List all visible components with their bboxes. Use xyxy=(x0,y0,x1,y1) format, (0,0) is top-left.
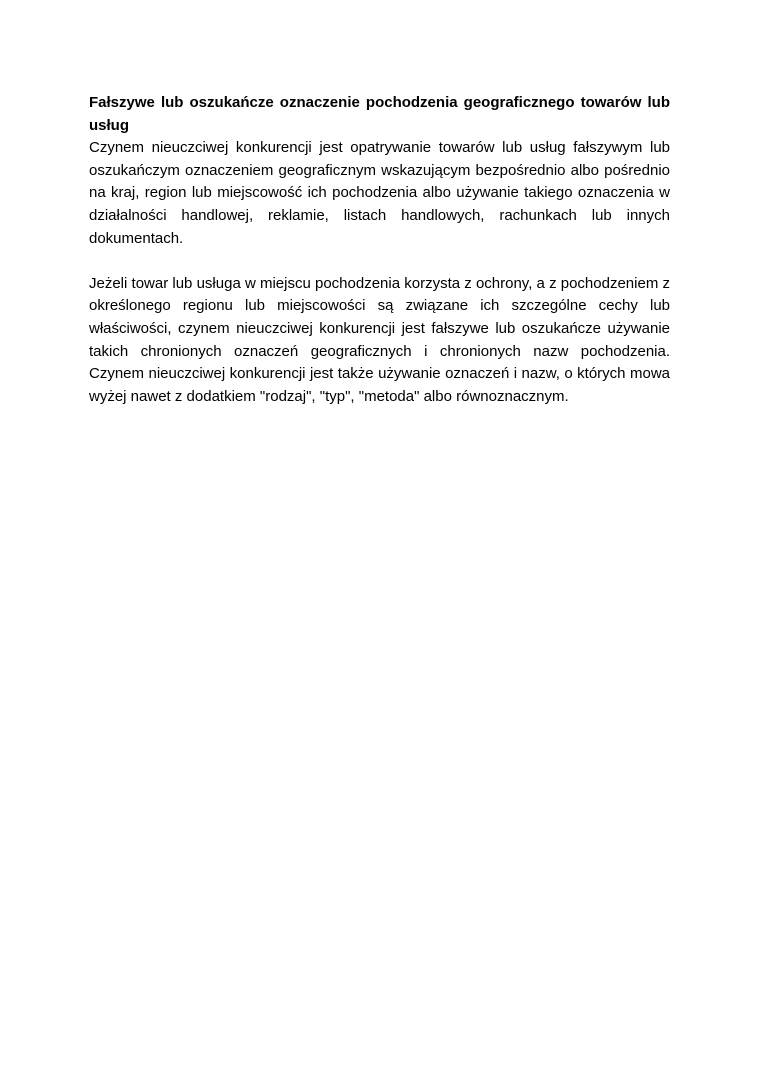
section-heading: Fałszywe lub oszukańcze oznaczenie pochodzenia geograficznego towarów lub usług xyxy=(89,94,670,134)
paragraph-2: Jeżeli towar lub usługa w miejscu pochodzenia korzysta z ochrony, a z pochodzeniem z określonego regionu lub miejscowości są związane ich szczególne cechy lub właściwości, czynem nieuczciwej konkurencji jest fałszywe lub oszukańcze używanie takich chronionych oznaczeń geograficznych i chronionych nazw pochodzenia. Czynem nieuczciwej konkurencji jest także używanie oznaczeń i nazw, o których mowa wyżej nawet z dodatkiem "rodzaj", "typ", "metoda" albo równoznacznym. xyxy=(89,274,670,405)
paragraph-1: Czynem nieuczciwej konkurencji jest opatrywanie towarów lub usług fałszywym lub oszukańczym oznaczeniem geograficznym wskazującym bezpośrednio albo pośrednio na kraj, region lub miejscowość ich pochodzenia albo używanie takiego oznaczenia w działalności handlowej, reklamie, listach handlowych, rachunkach lub innych dokumentach. xyxy=(89,139,670,247)
document-body xyxy=(89,92,670,408)
